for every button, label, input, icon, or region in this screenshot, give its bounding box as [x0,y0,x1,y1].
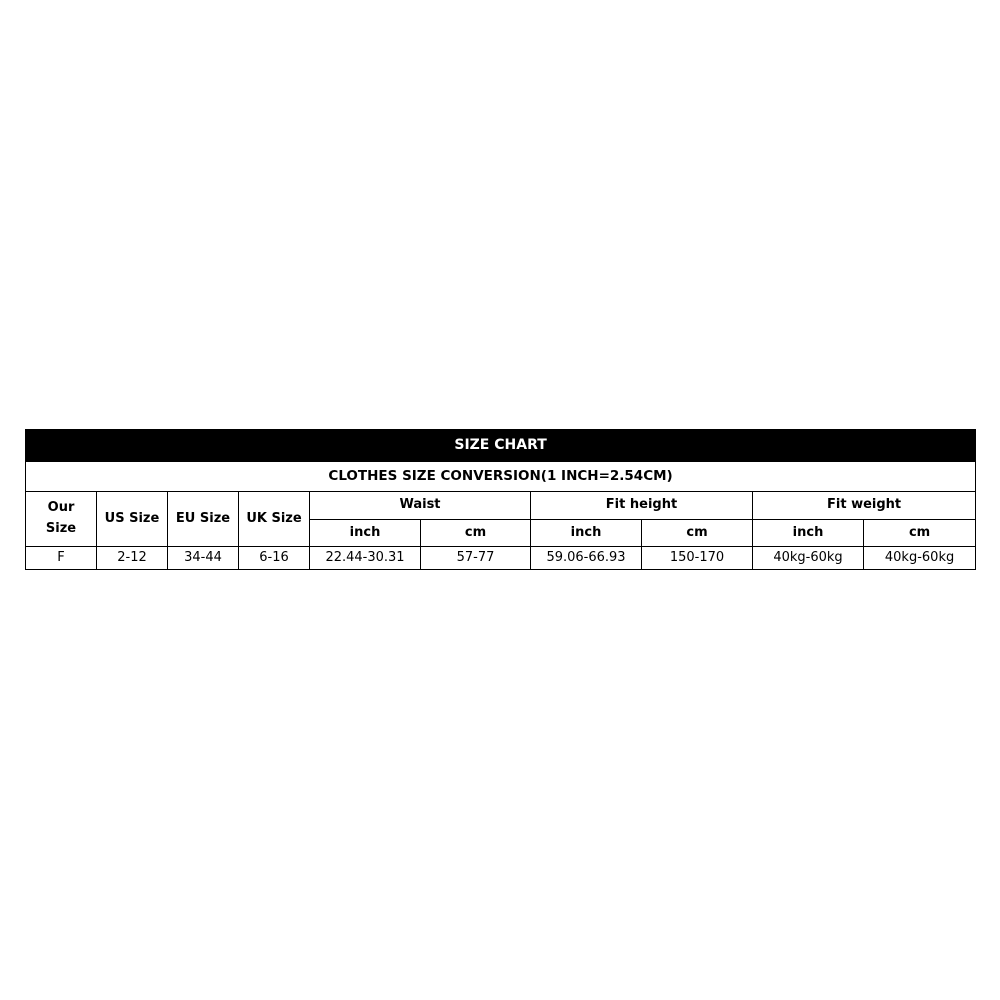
table-row [26,547,976,570]
cell-height-cm: 150-170 [642,547,753,570]
header-uk-size: UK Size [239,492,310,547]
cell-eu-size: 34-44 [168,547,239,570]
cell-uk-size: 6-16 [239,547,310,570]
cell-height-inch: 59.06-66.93 [531,547,642,570]
header-us-size: US Size [97,492,168,547]
cell-weight-inch: 40kg-60kg [753,547,864,570]
unit-height-cm: cm [642,520,753,547]
cell-waist-cm: 57-77 [421,547,531,570]
cell-weight-cm: 40kg-60kg [864,547,976,570]
title-row [26,430,976,462]
size-chart-table [25,429,976,570]
header-fit-weight: Fit weight [753,492,976,520]
header-eu-size: EU Size [168,492,239,547]
unit-waist-cm: cm [421,520,531,547]
header-fit-height: Fit height [531,492,753,520]
subtitle-row [26,462,976,492]
unit-weight-inch: inch [753,520,864,547]
header-waist: Waist [310,492,531,520]
header-our-size-line1: Our [47,500,75,516]
unit-weight-cm: cm [864,520,976,547]
header-our-size [26,492,97,547]
cell-our-size: F [26,547,97,570]
unit-waist-inch: inch [310,520,421,547]
cell-us-size: 2-12 [97,547,168,570]
size-chart-title: SIZE CHART [26,430,976,462]
conversion-subtitle: CLOTHES SIZE CONVERSION(1 INCH=2.54CM) [26,462,976,492]
unit-height-inch: inch [531,520,642,547]
cell-waist-inch: 22.44-30.31 [310,547,421,570]
header-our-size-line2: Size [45,521,77,536]
header-group-row [26,492,976,520]
